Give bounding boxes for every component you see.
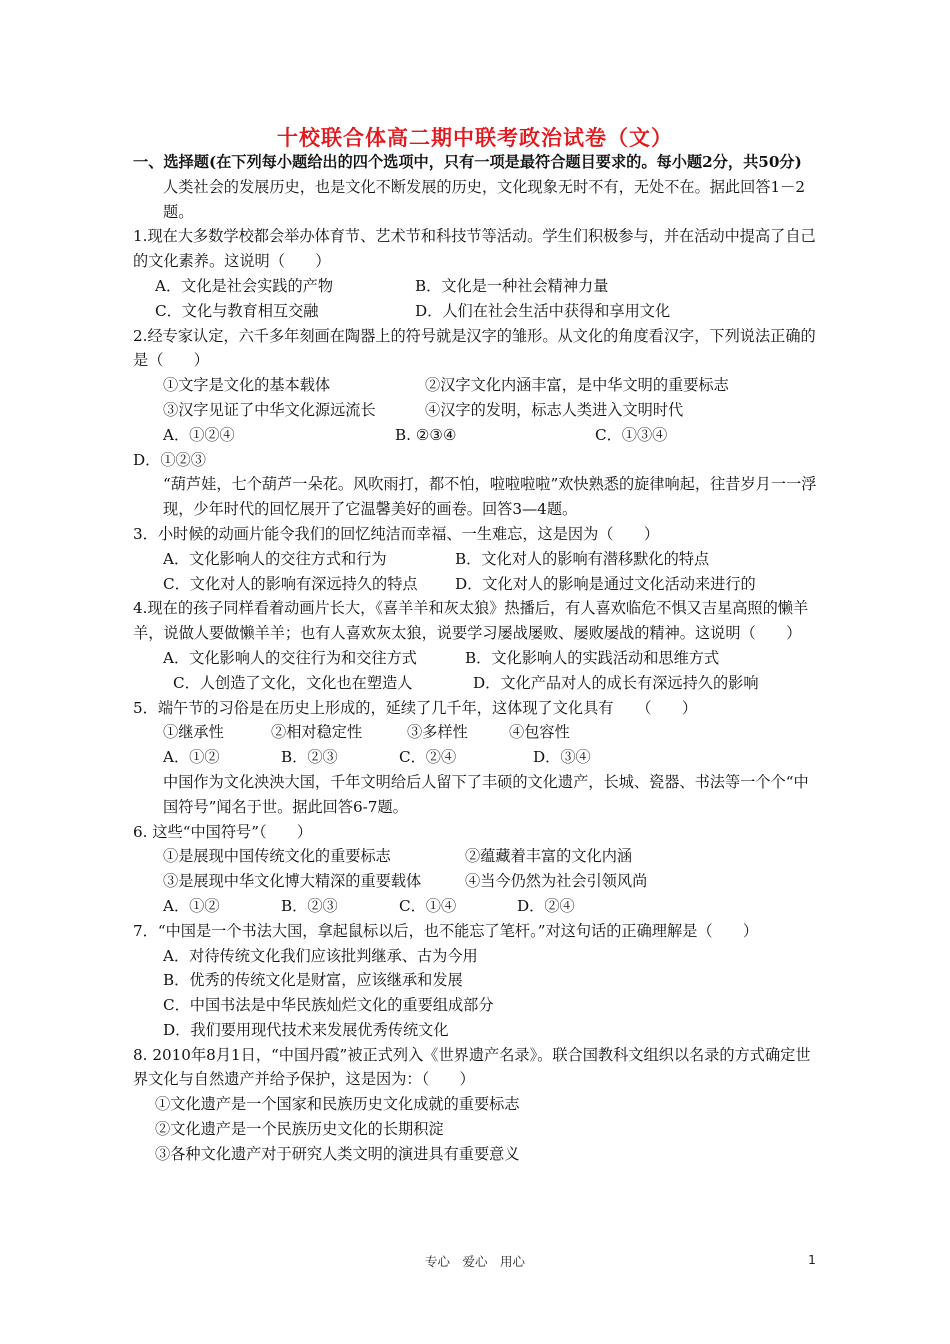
question-6-statement-2: ②蕴藏着丰富的文化内涵 (465, 847, 633, 866)
question-2-statement-3: ③汉字见证了中华文化源远流长 (163, 400, 376, 419)
question-3-options-row-2 (133, 572, 817, 597)
question-1-option-a: A．文化是社会实践的产物 (155, 276, 334, 295)
question-2-option-a: A．①②④ (163, 425, 235, 444)
question-4-option-a: A．文化影响人的交往行为和交往方式 (163, 648, 417, 667)
question-2-statement-4: ④汉字的发明，标志人类进入文明时代 (425, 400, 684, 419)
question-7-stem: 7．“中国是一个书法大国，拿起鼠标以后，也不能忘了笔杆。”对这句话的正确理解是（ ） (133, 921, 759, 940)
question-6-option-d: D．②④ (517, 896, 575, 915)
question-4-options-row-2 (133, 671, 817, 696)
question-2-stem: 2.经专家认定，六千多年刻画在陶器上的符号就是汉字的雏形。从文化的角度看汉字，下列说法正确的是（ ） (133, 326, 816, 370)
question-5-option-c: C．②④ (399, 748, 457, 767)
question-6-statement-1: ①是展现中国传统文化的重要标志 (163, 847, 391, 866)
question-8-statement-1: ①文化遗产是一个国家和民族历史文化成就的重要标志 (155, 1095, 520, 1114)
question-3-option-b: B．文化对人的影响有潜移默化的特点 (455, 549, 710, 568)
question-2-option-d: D．①②③ (133, 450, 206, 469)
question-4-options-row-1 (133, 646, 817, 671)
question-8-statement-2: ②文化遗产是一个民族历史文化的长期积淀 (155, 1120, 444, 1139)
question-4-option-d: D．文化产品对人的成长有深远持久的影响 (473, 673, 759, 692)
question-2-statements-row-1 (133, 373, 817, 398)
question-1-stem: 1.现在大多数学校都会举办体育节、艺术节和科技节等活动。学生们积极参与，并在活动中提高了自己的文化素养。这说明（ ） (133, 227, 816, 271)
question-1-option-c: C．文化与教育相互交融 (155, 301, 319, 320)
page-footer (0, 1252, 950, 1272)
question-3-options-row-1 (133, 547, 817, 572)
question-6-statements-row-2 (133, 869, 817, 894)
question-7-option-d: D．我们要用现代技术来发展优秀传统文化 (163, 1020, 449, 1039)
question-5-option-d: D．③④ (533, 748, 591, 767)
intro-passage-1: 人类社会的发展历史，也是文化不断发展的历史，文化现象无时不有，无处不在。据此回答1－2题。 (163, 177, 806, 221)
question-2-statement-2: ②汉字文化内涵丰富，是中华文明的重要标志 (425, 376, 729, 395)
question-1-options-row-1 (133, 274, 817, 299)
question-2-option-b: B. ②③④ (395, 425, 457, 444)
question-5-options-row (133, 745, 817, 770)
question-5-statement-4: ④包容性 (509, 723, 570, 742)
question-6-stem: 6. 这些“中国符号”（ ） (133, 822, 313, 841)
question-2-statements-row-2 (133, 398, 817, 423)
question-4-option-c: C．人创造了文化，文化也在塑造人 (173, 673, 413, 692)
question-6-statement-4: ④当今仍然为社会引领风尚 (465, 872, 648, 891)
question-1-option-d: D．人们在社会生活中获得和享用文化 (415, 301, 671, 320)
question-5-option-a: A．①② (163, 748, 220, 767)
question-6-statement-3: ③是展现中华文化博大精深的重要载体 (163, 872, 422, 891)
footer-slogan: 专心 爱心 用心 (424, 1254, 525, 1269)
question-6-statements-row-1 (133, 844, 817, 869)
question-7-option-c: C．中国书法是中华民族灿烂文化的重要组成部分 (163, 996, 494, 1015)
question-6-option-c: C．①④ (399, 896, 457, 915)
question-6-options-row (133, 894, 817, 919)
page-number: 1 (808, 1252, 816, 1267)
question-5-option-b: B．②③ (281, 748, 338, 767)
question-7-option-a: A．对待传统文化我们应该批判继承、古为今用 (163, 946, 478, 965)
question-8-statement-3: ③各种文化遗产对于研究人类文明的演进具有重要意义 (155, 1144, 520, 1163)
question-7-option-b: B．优秀的传统文化是财富，应该继承和发展 (163, 971, 463, 990)
question-3-option-c: C．文化对人的影响有深远持久的特点 (163, 574, 418, 593)
exam-content (133, 150, 817, 1167)
question-3-option-d: D．文化对人的影响是通过文化活动来进行的 (455, 574, 756, 593)
section-heading: 一、选择题(在下列每小题给出的四个选项中，只有一项是最符合题目要求的。每小题2分，共50分) (133, 153, 802, 171)
question-6-option-b: B．②③ (281, 896, 338, 915)
intro-passage-3: 中国作为文化泱泱大国，千年文明给后人留下了丰硕的文化遗产，长城、瓷器、书法等一个个“中国符号”闻名于世。据此回答6-7题。 (163, 772, 809, 816)
question-5-statements-row (133, 720, 817, 745)
exam-title: 十校联合体高二期中联考政治试卷（文） (277, 125, 673, 150)
question-8-stem: 8. 2010年8月1日，“中国丹霞”被正式列入《世界遗产名录》。联合国教科文组织以名录的方式确定世界文化与自然遗产并给予保护，这是因为：（ ） (133, 1045, 811, 1089)
question-3-stem: 3．小时候的动画片能令我们的回忆纯洁而幸福、一生难忘，这是因为（ ） (133, 524, 660, 543)
question-1-options-row-2 (133, 299, 817, 324)
intro-passage-2: “葫芦娃，七个葫芦一朵花。风吹雨打，都不怕，啦啦啦啦”欢快熟悉的旋律响起，往昔岁月一一浮现，少年时代的回忆展开了它温馨美好的画卷。回答3—4题。 (163, 475, 817, 519)
question-4-stem: 4.现在的孩子同样看着动画片长大，《喜羊羊和灰太狼》热播后，有人喜欢临危不惧又吉星高照的懒羊羊，说做人要做懒羊羊；也有人喜欢灰太狼，说要学习屡战屡败、屡败屡战的精神。这说明（ ） (133, 599, 809, 643)
question-4-option-b: B．文化影响人的实践活动和思维方式 (465, 648, 720, 667)
question-2-option-c: C．①③④ (595, 425, 668, 444)
question-5-statement-3: ③多样性 (407, 723, 468, 742)
question-1-option-b: B．文化是一种社会精神力量 (415, 276, 609, 295)
question-6-option-a: A．①② (163, 896, 220, 915)
question-5-stem: 5．端午节的习俗是在历史上形成的，延续了几千年，这体现了文化具有 （ ） (133, 698, 698, 717)
question-2-options-row (133, 423, 817, 448)
question-5-statement-2: ②相对稳定性 (271, 723, 363, 742)
question-5-statement-1: ①继承性 (163, 723, 224, 742)
question-3-option-a: A．文化影响人的交往方式和行为 (163, 549, 387, 568)
question-2-statement-1: ①文字是文化的基本载体 (163, 376, 331, 395)
